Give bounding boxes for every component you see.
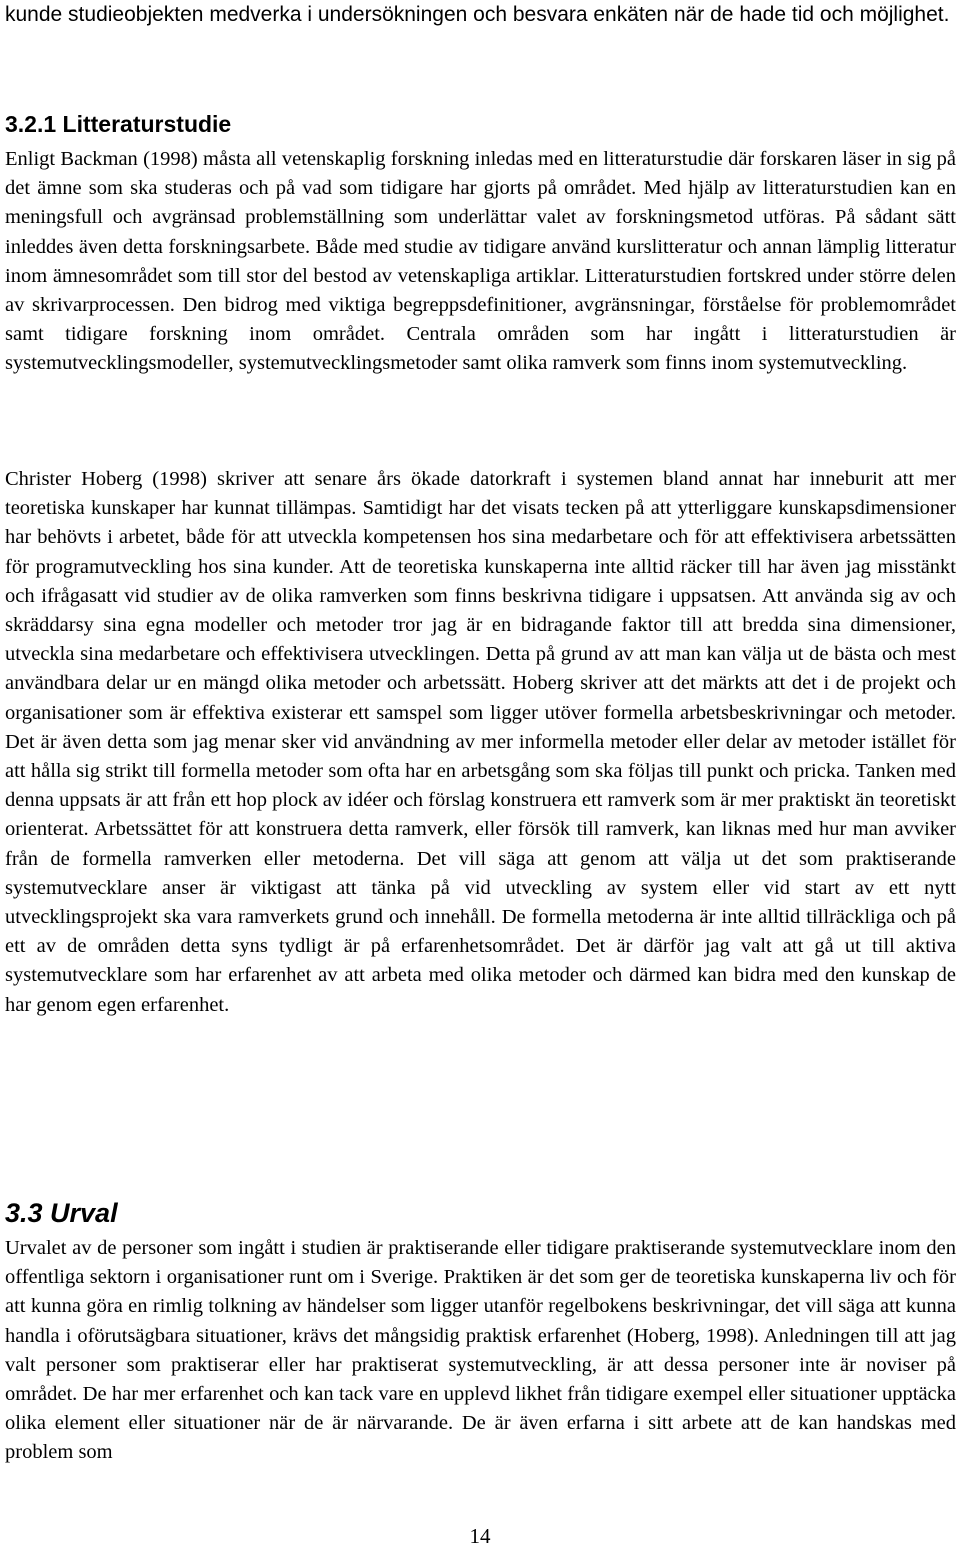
paragraph-body: Urvalet av de personer som ingått i studien är praktiserande eller tidigare praktiserande systemutvecklare inom den offentliga sektorn i organisationer runt om i Sverige. Praktiken är det som ger de teoretiska kunskaperna liv och för att kunna göra en rimlig tolkning av händelser som ligger utanför regelbokens beskrivningar, det vill säga att kunna handla i oförutsägbara situationer, krävs det mångsidig praktisk erfarenhet (Hoberg, 1998). Anledningen till att jag valt personer som praktiserar eller har praktiserat systemutveckling, är att dessa personer inte är noviser på området. De har mer erfarenhet och kan tack vare en upplevd likhet från tidigare exempel eller situationer upptäcka olika element eller situationer när de är närvarande. De är även erfarna i sitt arbete att de kan handskas med problem som	[5, 1237, 956, 1464]
paragraph-body	[5, 145, 956, 379]
paragraph-litteraturstudie-1	[5, 145, 956, 379]
paragraph-litteraturstudie-2	[5, 465, 956, 1020]
intro-fragment-block	[5, 0, 956, 29]
section-3-3	[5, 1196, 956, 1230]
section-3-2-1	[5, 108, 956, 140]
paragraph-urval-1	[5, 1234, 956, 1468]
intro-fragment: kunde studieobjekten medverka i undersökningen och besvara enkäten när de hade tid och möjlighet.	[5, 3, 950, 26]
page-number: 14	[469, 1524, 491, 1548]
section-heading-litteraturstudie: 3.2.1 Litteraturstudie	[5, 111, 232, 137]
paragraph-rest-part: Både med studie av tidigare använd kurslitteratur och annan lämplig litteratur inom ämnesområdet som till stor del bestod av vetenskapliga artiklar. Litteraturstudien fortskred under större delen av skrivarprocessen. Den bidrog med viktiga begreppsdefinitioner, avgränsningar, förståelse för problemområdet samt tidigare forskning inom området. Centrala områden som har ingått i litteraturstudien är systemutvecklingsmodeller, systemutvecklingsmetoder samt olika ramverk som finns inom systemutveckling.	[5, 235, 956, 375]
paragraph-body: Christer Hoberg (1998) skriver att senare års ökade datorkraft i systemen bland annat har inneburit att mer teoretiska kunskaper har kunnat tillämpas. Samtidigt har det visats tecken på att ytterliggare kunskapsdimensioner har behövts i arbetet, både för att utveckla kompetensen hos sina medarbetare och för att effektivisera arbetssätten för programutveckling hos sina kunder. Att de teoretiska kunskaperna inte alltid räcker till har även jag misstänkt och ifrågasatt vid studier av de olika ramverken som finns beskrivna tidigare i uppsatsen. Att använda sig av och skräddarsy sina egna modeller och metoder tror jag är en bidragande faktor till att bredda sina dimensioner, utveckla sina medarbetare och effektivisera utvecklingen. Detta på grund av att man kan välja ut de bästa och mest användbara delar ur en mängd olika metoder och arbetssätt. Hoberg skriver att det märkts att det i de projekt och organisationer som är effektiva existerar ett samspel som ligger utöver formella arbetsbeskrivningar och metoder. Det är även detta som jag menar sker vid användning av mer informella metoder eller delar av metoder istället för att hålla sig strikt till formella metoder som ofta har en arbetsgång som ska följas till punkt och pricka. Tanken med denna uppsats är att från ett hop plock av idéer och förslag konstruera ett ramverk som är mer praktiskt än teoretiskt orienterat. Arbetssättet för att konstruera detta ramverk, eller försök till ramverk, kan liknas med hur man avviker från de formella ramverken eller metoderna. Det vill säga att genom att välja ut det som praktiserande systemutvecklare anser är viktigast att tänka på vid utveckling av system eller vid start av ett nytt utvecklingsprojekt ska vara ramverkets grund och innehåll. De formella metoderna är inte alltid tillräckliga och på ett av de områden detta syns tydligt är på erfarenhetsområdet. Det är därför jag valt att gå ut till aktiva systemutvecklare som har erfarenhet av att arbeta med olika metoder och därmed kan bidra med den kunskap de har genom egen erfarenhet.	[5, 468, 956, 1016]
section-heading-urval: 3.3 Urval	[5, 1198, 118, 1228]
paragraph-serif-part: Enligt Backman (1998) måsta all vetenskaplig forskning inledas med en litteraturstudie där forskaren läser in sig på det ämne som ska studeras och på vad som tidigare har gjorts på området. Med hjälp av litteraturstudien kan en meningsfull och avgränsad problemställning som underlättar valet av forskningsmetod utföras. På sådant sätt inleddes även detta forskningsarbete.	[5, 148, 956, 258]
